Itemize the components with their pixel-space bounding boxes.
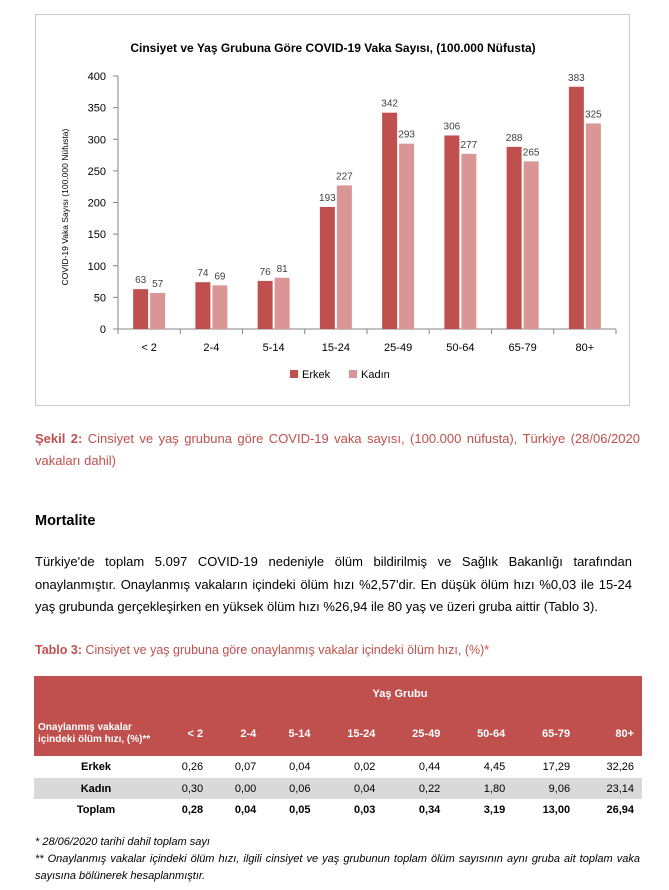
bar-erkek: [258, 281, 273, 329]
y-tick-label: 0: [99, 324, 106, 336]
chart-title: Cinsiyet ve Yaş Grubuna Göre COVID-19 Vaka Sayısı, (100.000 Nüfusta): [130, 41, 536, 55]
table-caption: [35, 643, 489, 657]
table-cell: 0,04: [264, 756, 318, 778]
column-header: 80+: [578, 712, 642, 756]
column-header: 50-64: [448, 712, 513, 756]
data-label: 383: [568, 72, 585, 84]
table-cell: 26,94: [606, 803, 634, 816]
y-tick-label: 200: [87, 197, 106, 210]
data-label: 81: [276, 263, 288, 275]
bar-erkek: [382, 113, 397, 329]
table-cell: 0,44: [383, 756, 448, 778]
table-cell: 0,04: [234, 803, 257, 816]
y-tick-label: 250: [87, 165, 106, 178]
footnote-1: * 28/06/2020 tarihi dahil toplam sayı: [35, 836, 210, 848]
x-tick-label: 5-14: [262, 342, 285, 354]
x-tick-label: 15-24: [321, 342, 350, 354]
data-label: 69: [214, 271, 226, 283]
legend-swatch: [290, 370, 298, 378]
caption-label: Şekil 2:: [35, 431, 83, 446]
bar-erkek: [569, 87, 584, 329]
section-title: Mortalite: [35, 513, 96, 529]
data-label: 288: [505, 132, 523, 144]
table-row-total: [34, 799, 642, 820]
data-label: 306: [443, 121, 461, 133]
x-tick-label: 50-64: [446, 342, 475, 354]
table-cell: 3,19: [483, 803, 506, 816]
legend-label: Erkek: [302, 369, 331, 381]
table-cell: 0,07: [211, 756, 264, 778]
data-label: 293: [398, 129, 415, 141]
table-cell: 0,04: [319, 778, 384, 800]
plot-area: [88, 71, 616, 381]
mortality-table: [34, 676, 642, 820]
column-header: 25-49: [383, 712, 448, 756]
table-cell: 0,22: [383, 778, 448, 800]
bar-kadın: [275, 278, 290, 329]
bar-kadın: [337, 185, 352, 329]
data-label: 277: [460, 139, 478, 151]
group-header: Yaş Grubu: [158, 676, 642, 712]
bar-erkek: [133, 289, 148, 329]
bar-kadın: [524, 161, 539, 329]
table-cell: 0,03: [354, 803, 376, 816]
data-label: 265: [522, 147, 540, 159]
table-header-row: [34, 712, 642, 756]
table-cell: 1,80: [448, 778, 513, 800]
table-cell: 0,26: [158, 756, 211, 778]
table-cell: 0,28: [181, 803, 204, 816]
y-tick-label: 300: [87, 134, 106, 147]
column-header: < 2: [158, 712, 211, 756]
data-label: 342: [381, 98, 398, 110]
table-cell: 0,02: [319, 756, 384, 778]
table-caption-text: Cinsiyet ve yaş grubuna göre onaylanmış vakalar içindeki ölüm hızı, (%)*: [82, 643, 490, 657]
data-label: 76: [259, 266, 271, 278]
row-label: Toplam: [76, 803, 116, 816]
data-label: 193: [319, 192, 336, 204]
y-tick-label: 350: [87, 102, 106, 115]
x-tick-label: 2-4: [203, 342, 220, 354]
bar-erkek: [444, 135, 459, 329]
bar-erkek: [195, 282, 210, 329]
data-label: 227: [336, 171, 353, 183]
caption-text: Cinsiyet ve yaş grubuna göre COVID-19 vaka sayısı, (100.000 nüfusta), Türkiye (28/06/2020 vakaları dahil): [35, 431, 640, 468]
bar-kadın: [586, 123, 601, 329]
table-row: [34, 778, 642, 800]
table-cell: 13,00: [542, 803, 571, 816]
data-label: 74: [197, 268, 209, 280]
bar-kadın: [212, 285, 227, 329]
legend-swatch: [349, 370, 357, 378]
table-cell: 0,05: [289, 803, 311, 816]
x-tick-label: 25-49: [384, 342, 413, 354]
data-label: 325: [585, 109, 602, 121]
body-paragraph: Türkiye'de toplam 5.097 COVID-19 nedeniyle ölüm bildirilmiş ve Sağlık Bakanlığı tarafından onaylanmıştır. Onaylanmış vakaların içindeki ölüm hızı %2,57'dir. En düşük ölüm hızı %0,03 ile 15-24 yaş grubunda gerçekleşirken en yüksek ölüm hızı %26,94 ile 80 yaş ve üzeri gruba aittir (Tablo 3).: [35, 554, 632, 614]
footnote-2: ** Onaylanmış vakalar içindeki ölüm hızı, ilgili cinsiyet ve yaş grubunun toplam ölüm sayısının aynı gruba ait toplam vaka sayısına bölünerek hesaplanmıştır.: [35, 853, 640, 882]
row-label: Erkek: [34, 756, 158, 778]
row-header: Onaylanmış vakalar içindeki ölüm hızı, (%)**: [34, 712, 158, 756]
table-row: [34, 756, 642, 778]
bar-erkek: [507, 147, 522, 329]
column-header: 5-14: [264, 712, 318, 756]
table-caption-label: Tablo 3:: [35, 643, 82, 657]
table-cell: 32,26: [578, 756, 642, 778]
table-cell: 9,06: [513, 778, 578, 800]
y-axis-label: COVID-19 Vaka Sayısı (100.000 Nüfusta): [60, 128, 70, 286]
table-group-header-row: [34, 676, 642, 712]
table-cell: 17,29: [513, 756, 578, 778]
y-tick-label: 100: [87, 260, 106, 273]
row-label: Kadın: [34, 778, 158, 800]
x-tick-label: 80+: [575, 342, 595, 354]
table-cell: 0,34: [418, 803, 441, 816]
chart-container: [35, 14, 630, 406]
y-tick-label: 150: [87, 229, 106, 242]
bar-erkek: [320, 207, 335, 329]
table-cell: 0,06: [264, 778, 318, 800]
bar-chart: [36, 15, 631, 407]
table-cell: 23,14: [578, 778, 642, 800]
data-label: 63: [135, 275, 147, 287]
bar-kadın: [150, 293, 165, 329]
y-tick-label: 50: [93, 292, 106, 305]
table-cell: 4,45: [448, 756, 513, 778]
table-empty-cell: [34, 676, 158, 712]
data-label: 57: [152, 278, 164, 290]
figure-caption: [35, 428, 640, 472]
table-cell: 0,00: [211, 778, 264, 800]
column-header: 65-79: [513, 712, 578, 756]
x-tick-label: < 2: [141, 342, 157, 354]
column-header: 15-24: [319, 712, 384, 756]
x-tick-label: 65-79: [508, 342, 537, 354]
legend-label: Kadın: [361, 369, 390, 381]
bar-kadın: [461, 154, 476, 329]
bar-kadın: [399, 144, 414, 329]
table-cell: 0,30: [158, 778, 211, 800]
y-tick-label: 400: [87, 71, 106, 83]
column-header: 2-4: [211, 712, 264, 756]
